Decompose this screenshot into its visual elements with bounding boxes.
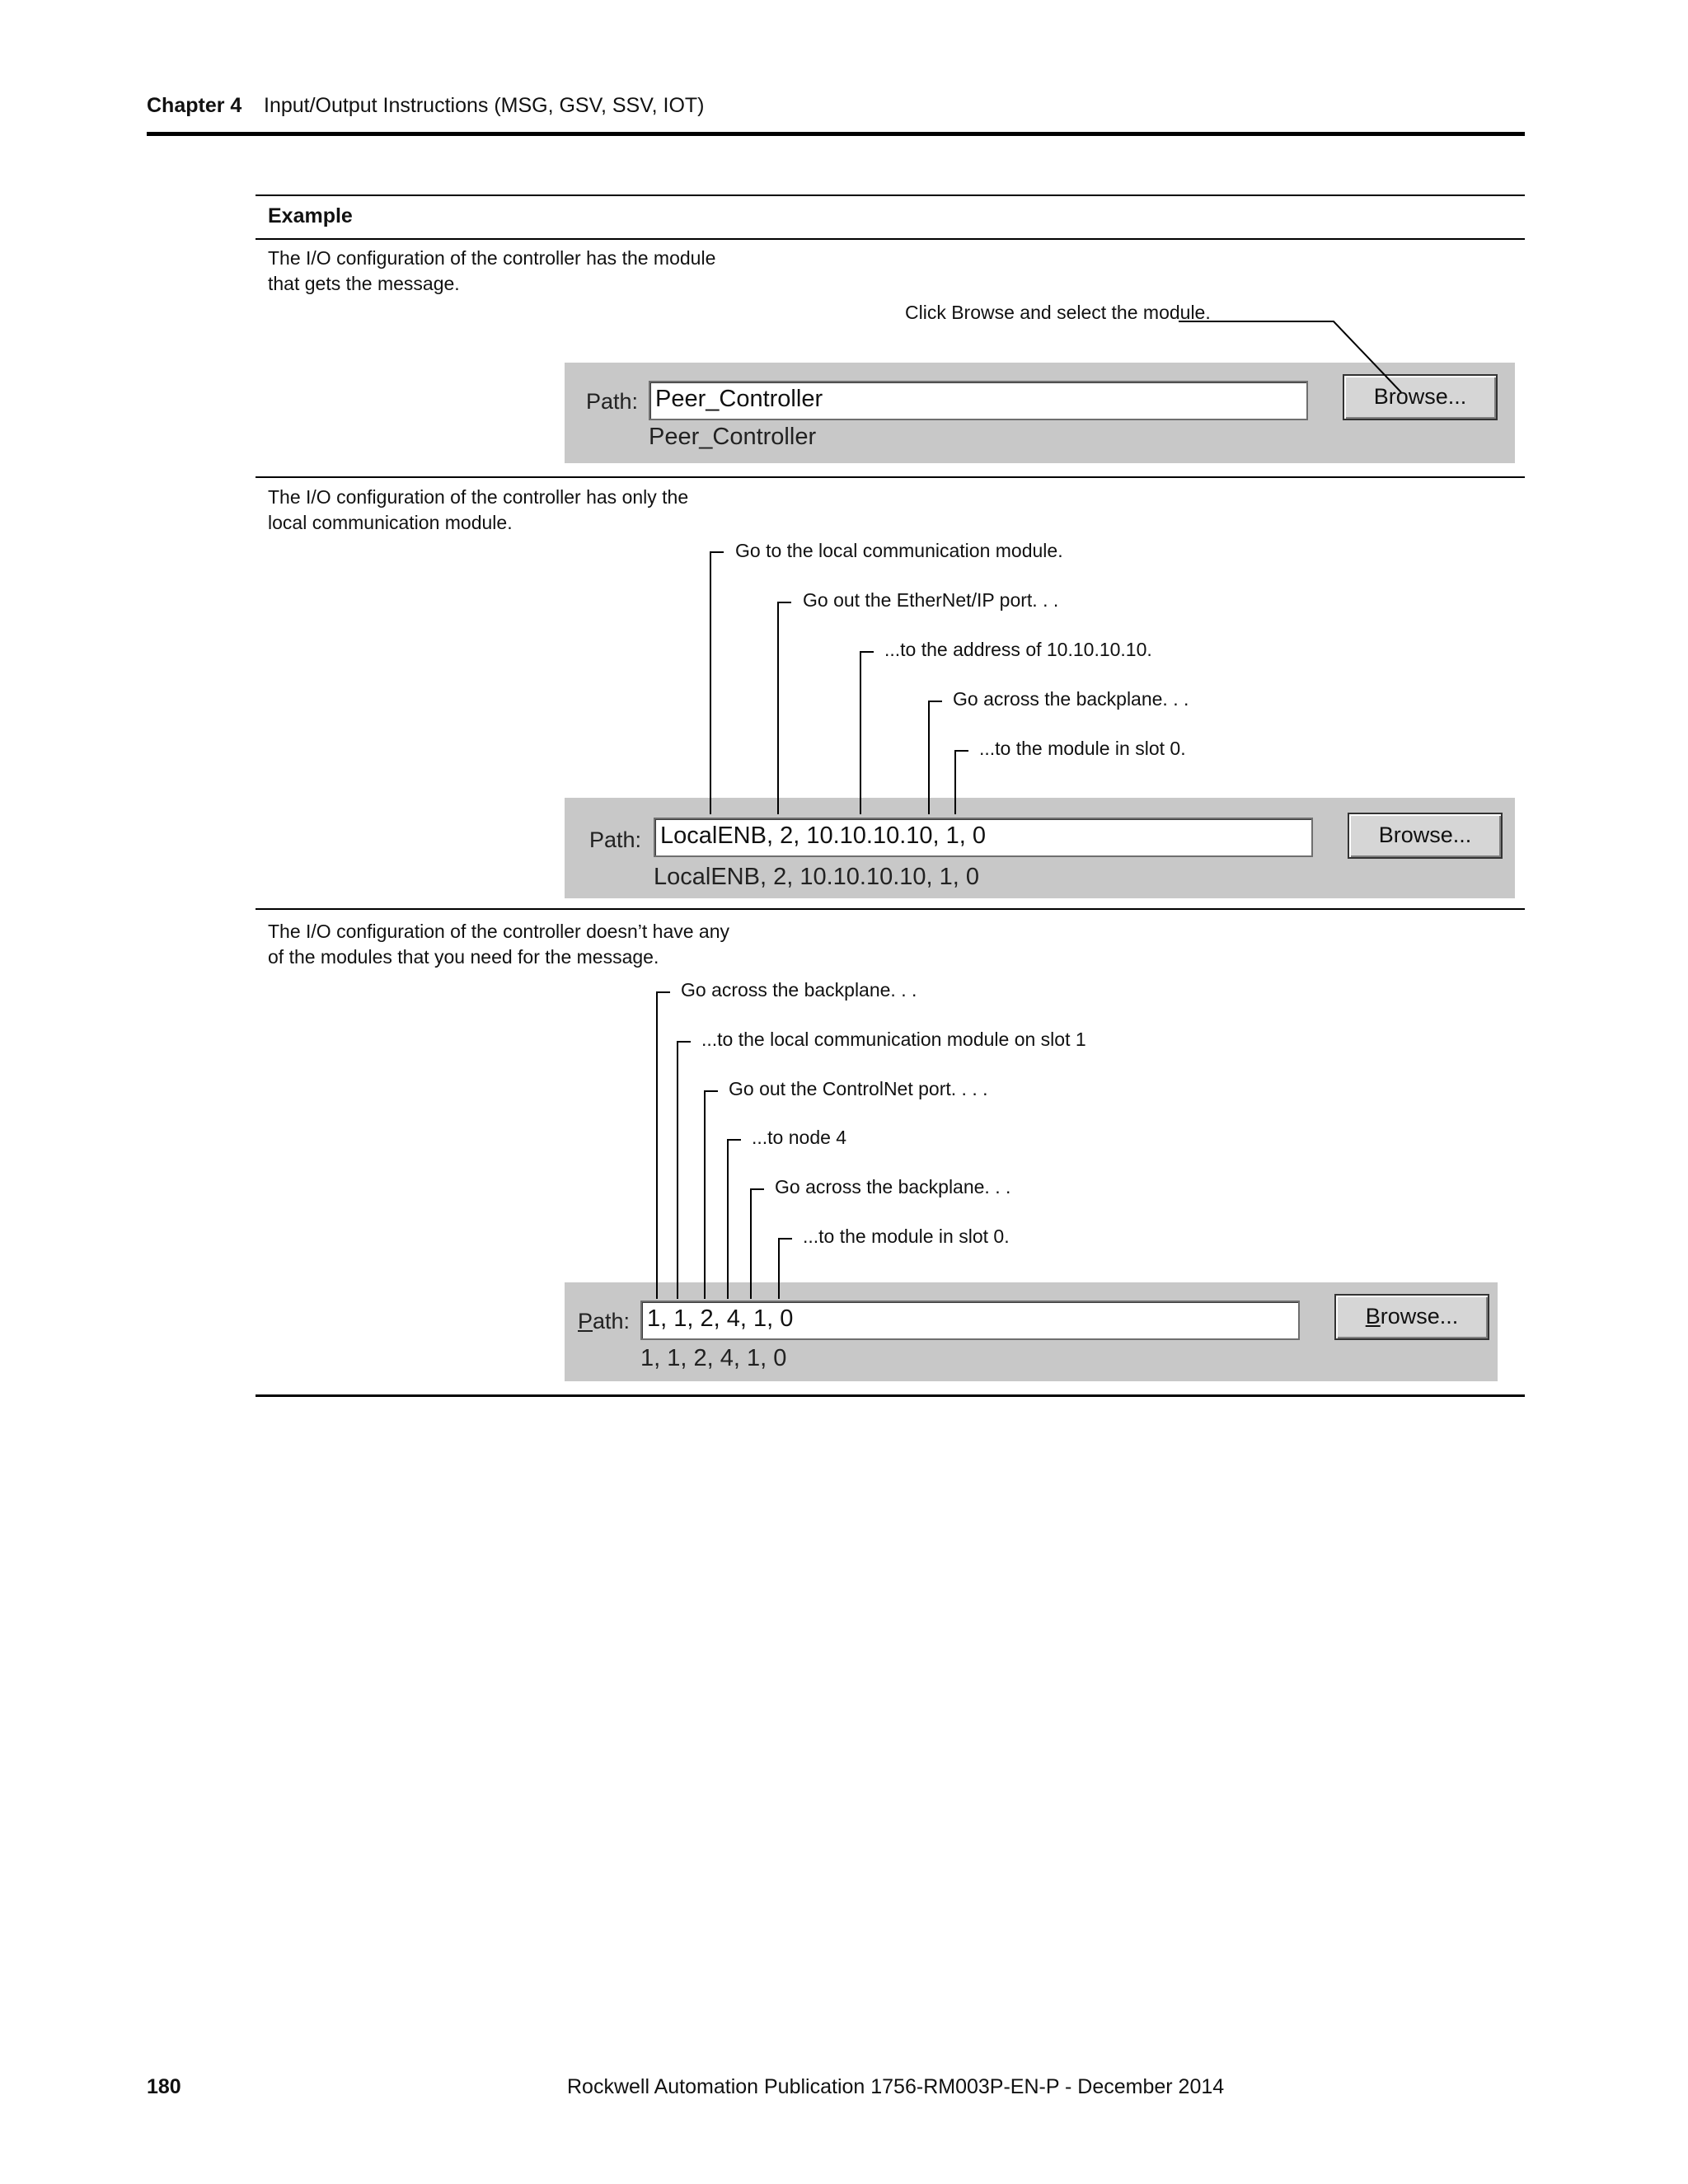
chapter-label: Chapter 4 <box>147 94 242 117</box>
callout-label: Go across the backplane. . . <box>775 1176 1011 1197</box>
callout-label: Go out the EtherNet/IP port. . . <box>803 589 1059 611</box>
browse-button[interactable]: Browse... <box>1343 374 1498 420</box>
path-echo: 1, 1, 2, 4, 1, 0 <box>640 1345 787 1371</box>
callout-leader <box>779 1239 792 1299</box>
path-echo: LocalENB, 2, 10.10.10.10, 1, 0 <box>654 864 979 890</box>
row-description: The I/O configuration of the controller doesn’t have any of the modules that you need for the message. <box>268 921 729 968</box>
table-heading: Example <box>268 204 353 227</box>
callout-label: Go across the backplane. . . <box>953 688 1189 710</box>
callout-label: ...to the module in slot 0. <box>979 738 1186 759</box>
callout-label: Go out the ControlNet port. . . . <box>729 1078 988 1099</box>
callout-leader <box>1179 321 1401 392</box>
path-input[interactable]: 1, 1, 2, 4, 1, 0 <box>640 1301 1300 1340</box>
browse-label-rest: rowse... <box>1380 1304 1459 1329</box>
path-input[interactable]: Peer_Controller <box>649 381 1308 420</box>
row-description: The I/O configuration of the controller has only the local communication module. <box>268 486 689 533</box>
path-label: Path: <box>586 389 639 414</box>
callout-label: Go across the backplane. . . <box>681 979 917 1001</box>
path-label-rest: ath: <box>593 1309 631 1333</box>
callout-label: ...to the address of 10.10.10.10. <box>884 639 1152 660</box>
callout-label: ...to node 4 <box>752 1127 847 1148</box>
callout-leader <box>678 1042 691 1299</box>
callout-leader <box>710 552 724 814</box>
callout-leader <box>860 652 874 814</box>
callout-leader <box>705 1091 718 1299</box>
callout-label: Click Browse and select the module. <box>905 302 1211 323</box>
page-number: 180 <box>147 2075 181 2098</box>
callout-leader <box>657 992 670 1299</box>
row-description: The I/O configuration of the controller has the module that gets the message. <box>268 247 716 294</box>
callout-leader <box>955 751 968 814</box>
callout-leader <box>751 1189 764 1299</box>
browse-mnemonic: B <box>1365 1304 1381 1329</box>
callout-leader <box>929 701 942 814</box>
chapter-title: Input/Output Instructions (MSG, GSV, SSV, IOT) <box>264 94 705 117</box>
callout-leader <box>778 602 791 814</box>
callout-label: Go to the local communication module. <box>735 540 1063 561</box>
publication-info: Rockwell Automation Publication 1756-RM003P-EN-P - December 2014 <box>567 2075 1225 2098</box>
callout-leader <box>728 1140 741 1299</box>
callout-label: ...to the module in slot 0. <box>803 1226 1010 1247</box>
callout-label: ...to the local communication module on slot 1 <box>701 1029 1086 1050</box>
path-label: Path: <box>589 827 642 852</box>
path-echo: Peer_Controller <box>649 424 817 450</box>
path-label-mnemonic: P <box>578 1309 593 1333</box>
path-input[interactable]: LocalENB, 2, 10.10.10.10, 1, 0 <box>654 818 1313 857</box>
browse-button[interactable]: Browse... <box>1348 813 1503 859</box>
